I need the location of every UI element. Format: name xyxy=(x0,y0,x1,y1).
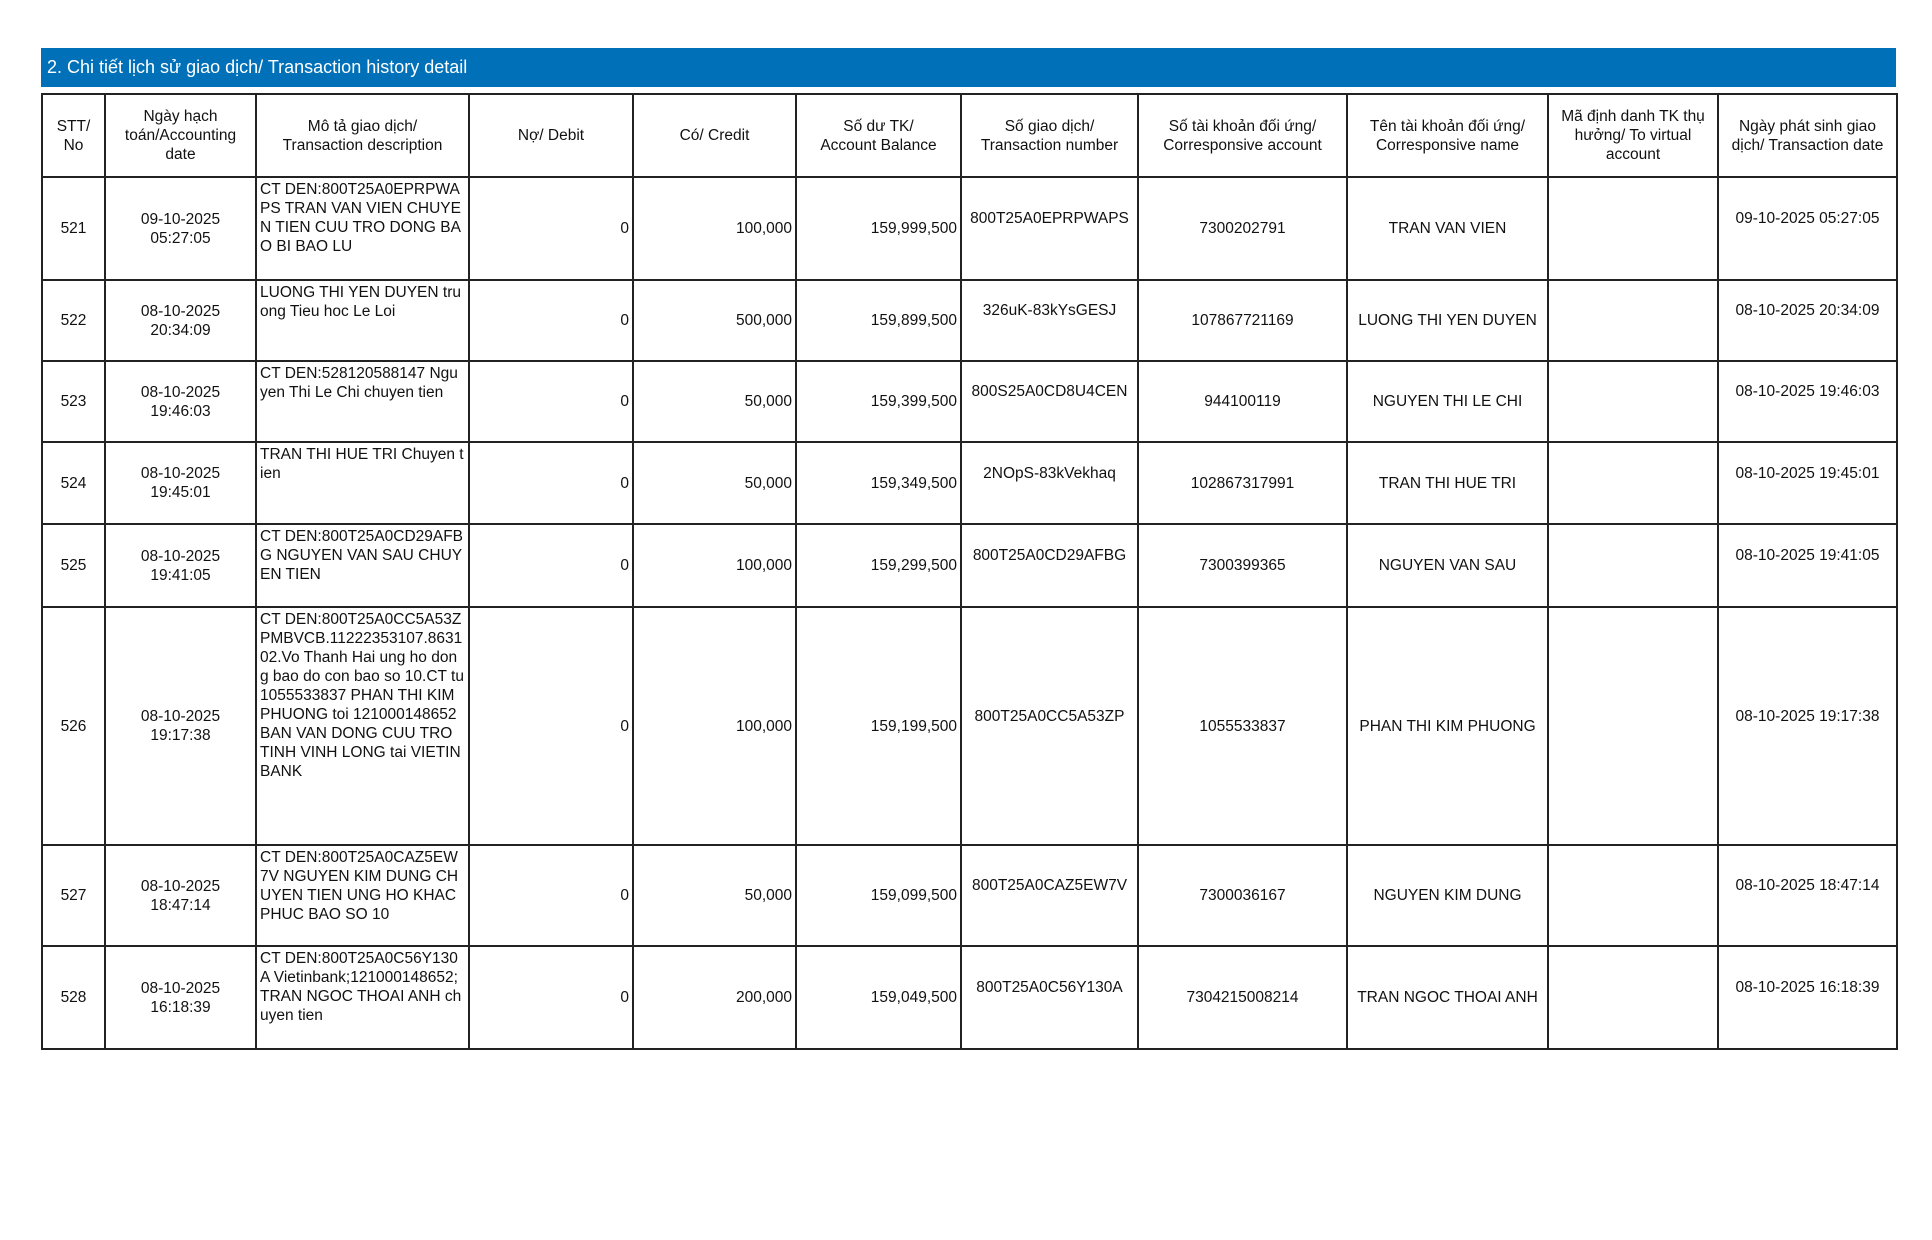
cell-accounting-date: 08-10-2025 20:34:09 xyxy=(105,280,256,361)
cell-debit: 0 xyxy=(469,280,633,361)
cell-accounting-date: 09-10-2025 05:27:05 xyxy=(105,177,256,280)
cell-corresponsive-account: 1055533837 xyxy=(1138,607,1347,845)
cell-corresponsive-account: 7300036167 xyxy=(1138,845,1347,946)
cell-no: 521 xyxy=(42,177,105,280)
cell-credit: 200,000 xyxy=(633,946,796,1049)
cell-description: CT DEN:800T25A0CAZ5EW7V NGUYEN KIM DUNG CHUYEN TIEN UNG HO KHAC PHUC BAO SO 10 xyxy=(256,845,469,946)
cell-description: CT DEN:800T25A0CD29AFBG NGUYEN VAN SAU CHUYEN TIEN xyxy=(256,524,469,607)
table-row xyxy=(42,607,1897,845)
cell-debit: 0 xyxy=(469,177,633,280)
cell-credit: 500,000 xyxy=(633,280,796,361)
cell-balance: 159,349,500 xyxy=(796,442,961,524)
cell-virtual-account xyxy=(1548,946,1718,1049)
cell-no: 527 xyxy=(42,845,105,946)
cell-virtual-account xyxy=(1548,607,1718,845)
cell-balance: 159,099,500 xyxy=(796,845,961,946)
table-row xyxy=(42,361,1897,442)
cell-debit: 0 xyxy=(469,946,633,1049)
col-header-corresponsive-account: Số tài khoản đối ứng/ Corresponsive account xyxy=(1138,94,1347,177)
cell-no: 528 xyxy=(42,946,105,1049)
cell-balance: 159,899,500 xyxy=(796,280,961,361)
cell-description: CT DEN:800T25A0CC5A53ZPMBVCB.11222353107.863102.Vo Thanh Hai ung ho dong bao do con bao so 10.CT tu 1055533837 PHAN THI KIM PHUONG toi 121000148652 BAN VAN DONG CUU TRO TINH VINH LONG tai VIETINBANK xyxy=(256,607,469,845)
table-row xyxy=(42,524,1897,607)
table-row xyxy=(42,177,1897,280)
section-header xyxy=(41,48,1896,87)
cell-credit: 100,000 xyxy=(633,607,796,845)
cell-debit: 0 xyxy=(469,442,633,524)
cell-virtual-account xyxy=(1548,845,1718,946)
cell-transaction-date: 08-10-2025 19:46:03 xyxy=(1718,361,1897,442)
cell-description: CT DEN:528120588147 Nguyen Thi Le Chi chuyen tien xyxy=(256,361,469,442)
cell-transaction-date: 09-10-2025 05:27:05 xyxy=(1718,177,1897,280)
cell-transaction-date: 08-10-2025 19:41:05 xyxy=(1718,524,1897,607)
cell-credit: 50,000 xyxy=(633,442,796,524)
cell-corresponsive-name: LUONG THI YEN DUYEN xyxy=(1347,280,1548,361)
cell-no: 525 xyxy=(42,524,105,607)
cell-accounting-date: 08-10-2025 19:45:01 xyxy=(105,442,256,524)
cell-transaction-number: 800T25A0CAZ5EW7V xyxy=(961,845,1138,946)
cell-accounting-date: 08-10-2025 19:41:05 xyxy=(105,524,256,607)
table-header-row xyxy=(42,94,1897,177)
cell-corresponsive-account: 7300399365 xyxy=(1138,524,1347,607)
cell-transaction-number: 326uK-83kYsGESJ xyxy=(961,280,1138,361)
col-header-transaction-number: Số giao dịch/ Transaction number xyxy=(961,94,1138,177)
cell-corresponsive-name: NGUYEN VAN SAU xyxy=(1347,524,1548,607)
cell-corresponsive-account: 7304215008214 xyxy=(1138,946,1347,1049)
section-title: 2. Chi tiết lịch sử giao dịch/ Transaction history detail xyxy=(47,57,468,77)
cell-balance: 159,299,500 xyxy=(796,524,961,607)
cell-debit: 0 xyxy=(469,607,633,845)
cell-description: CT DEN:800T25A0EPRPWAPS TRAN VAN VIEN CHUYEN TIEN CUU TRO DONG BAO BI BAO LU xyxy=(256,177,469,280)
cell-transaction-number: 2NOpS-83kVekhaq xyxy=(961,442,1138,524)
cell-transaction-date: 08-10-2025 16:18:39 xyxy=(1718,946,1897,1049)
col-header-corresponsive-name: Tên tài khoản đối ứng/ Corresponsive name xyxy=(1347,94,1548,177)
cell-accounting-date: 08-10-2025 16:18:39 xyxy=(105,946,256,1049)
cell-accounting-date: 08-10-2025 18:47:14 xyxy=(105,845,256,946)
cell-transaction-date: 08-10-2025 19:45:01 xyxy=(1718,442,1897,524)
cell-debit: 0 xyxy=(469,845,633,946)
cell-credit: 100,000 xyxy=(633,524,796,607)
cell-balance: 159,399,500 xyxy=(796,361,961,442)
cell-corresponsive-name: TRAN NGOC THOAI ANH xyxy=(1347,946,1548,1049)
cell-virtual-account xyxy=(1548,177,1718,280)
cell-no: 522 xyxy=(42,280,105,361)
cell-corresponsive-account: 7300202791 xyxy=(1138,177,1347,280)
cell-corresponsive-account: 944100119 xyxy=(1138,361,1347,442)
cell-virtual-account xyxy=(1548,280,1718,361)
cell-transaction-number: 800T25A0CD29AFBG xyxy=(961,524,1138,607)
cell-balance: 159,199,500 xyxy=(796,607,961,845)
cell-description: TRAN THI HUE TRI Chuyen tien xyxy=(256,442,469,524)
cell-credit: 100,000 xyxy=(633,177,796,280)
col-header-transaction-date: Ngày phát sinh giao dịch/ Transaction date xyxy=(1718,94,1897,177)
cell-transaction-date: 08-10-2025 18:47:14 xyxy=(1718,845,1897,946)
col-header-debit: Nợ/ Debit xyxy=(469,94,633,177)
cell-transaction-date: 08-10-2025 20:34:09 xyxy=(1718,280,1897,361)
cell-debit: 0 xyxy=(469,524,633,607)
transaction-history-table xyxy=(41,93,1898,1050)
cell-corresponsive-account: 107867721169 xyxy=(1138,280,1347,361)
col-header-virtual-account: Mã định danh TK thụ hưởng/ To virtual account xyxy=(1548,94,1718,177)
cell-debit: 0 xyxy=(469,361,633,442)
cell-no: 526 xyxy=(42,607,105,845)
table-row xyxy=(42,946,1897,1049)
cell-no: 523 xyxy=(42,361,105,442)
cell-transaction-number: 800T25A0CC5A53ZP xyxy=(961,607,1138,845)
cell-credit: 50,000 xyxy=(633,845,796,946)
cell-corresponsive-name: NGUYEN KIM DUNG xyxy=(1347,845,1548,946)
table-row xyxy=(42,280,1897,361)
col-header-balance: Số dư TK/ Account Balance xyxy=(796,94,961,177)
cell-transaction-number: 800T25A0EPRPWAPS xyxy=(961,177,1138,280)
cell-description: CT DEN:800T25A0C56Y130A Vietinbank;121000148652; TRAN NGOC THOAI ANH chuyen tien xyxy=(256,946,469,1049)
cell-credit: 50,000 xyxy=(633,361,796,442)
table-row xyxy=(42,442,1897,524)
cell-balance: 159,999,500 xyxy=(796,177,961,280)
cell-balance: 159,049,500 xyxy=(796,946,961,1049)
cell-virtual-account xyxy=(1548,361,1718,442)
cell-transaction-number: 800S25A0CD8U4CEN xyxy=(961,361,1138,442)
cell-transaction-number: 800T25A0C56Y130A xyxy=(961,946,1138,1049)
table-row xyxy=(42,845,1897,946)
col-header-credit: Có/ Credit xyxy=(633,94,796,177)
cell-virtual-account xyxy=(1548,524,1718,607)
col-header-accounting-date: Ngày hạch toán/Accounting date xyxy=(105,94,256,177)
cell-corresponsive-name: TRAN THI HUE TRI xyxy=(1347,442,1548,524)
cell-virtual-account xyxy=(1548,442,1718,524)
col-header-no: STT/ No xyxy=(42,94,105,177)
cell-accounting-date: 08-10-2025 19:46:03 xyxy=(105,361,256,442)
cell-corresponsive-name: TRAN VAN VIEN xyxy=(1347,177,1548,280)
cell-transaction-date: 08-10-2025 19:17:38 xyxy=(1718,607,1897,845)
cell-corresponsive-name: PHAN THI KIM PHUONG xyxy=(1347,607,1548,845)
cell-corresponsive-name: NGUYEN THI LE CHI xyxy=(1347,361,1548,442)
cell-corresponsive-account: 102867317991 xyxy=(1138,442,1347,524)
cell-accounting-date: 08-10-2025 19:17:38 xyxy=(105,607,256,845)
cell-no: 524 xyxy=(42,442,105,524)
col-header-description: Mô tả giao dịch/ Transaction description xyxy=(256,94,469,177)
cell-description: LUONG THI YEN DUYEN truong Tieu hoc Le Loi xyxy=(256,280,469,361)
